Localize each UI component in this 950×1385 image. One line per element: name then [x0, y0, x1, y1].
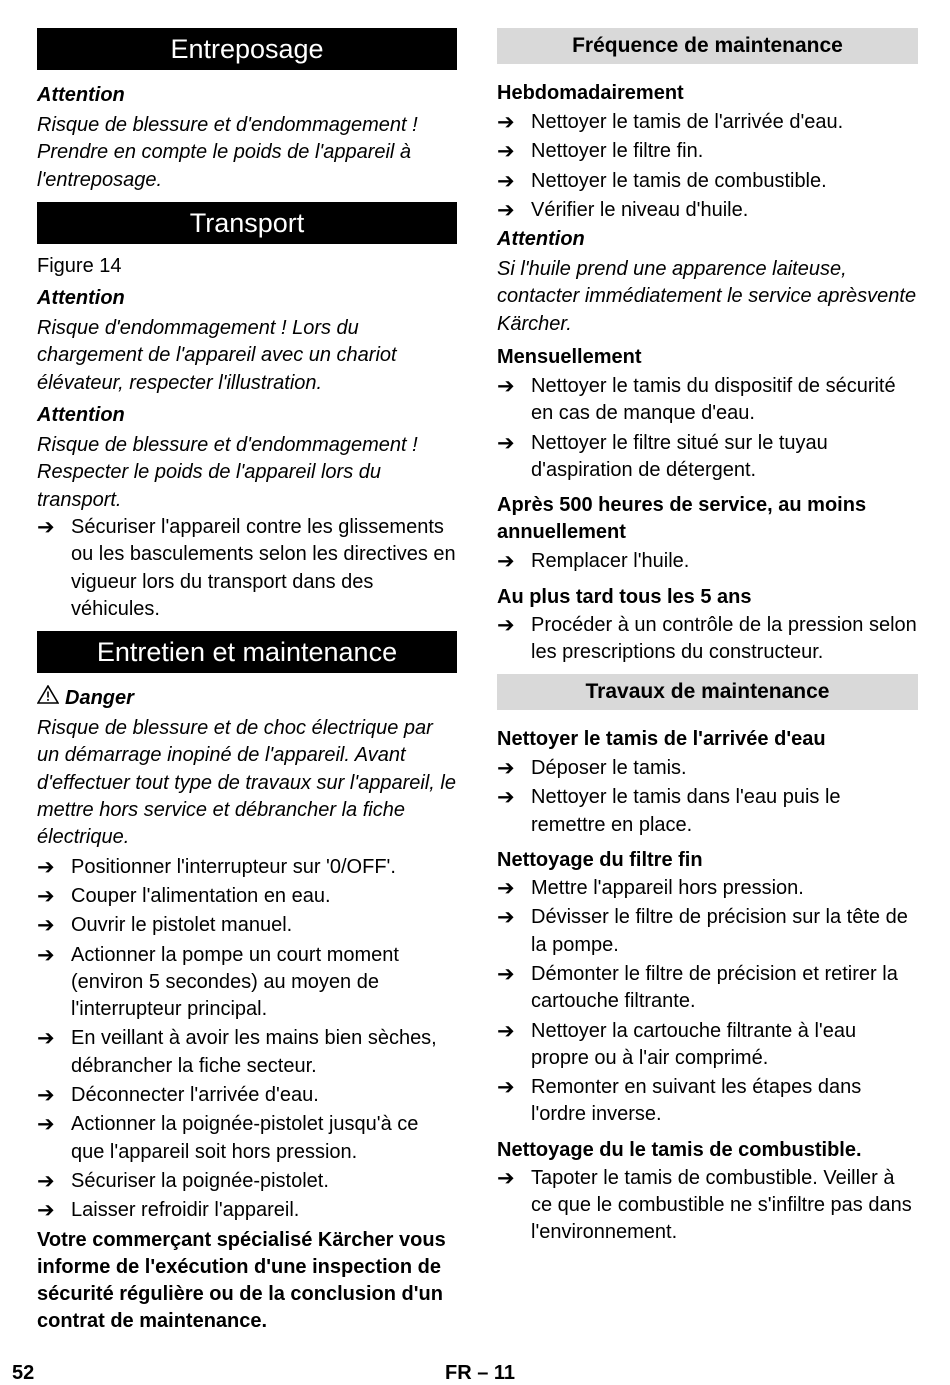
arrow-right-icon: ➔: [37, 1199, 55, 1223]
list-item: ➔ Remplacer l'huile.: [497, 548, 918, 575]
right-column: [497, 28, 918, 1247]
list-item: ➔ Actionner la pompe un court moment (environ 5 secondes) au moyen de l'interrupteur principal.: [37, 943, 399, 1021]
arrow-right-icon: ➔: [497, 613, 515, 637]
entreposage-warning: Risque de blessure et d'endommagement ! Prendre en compte le poids de l'appareil à l'entreposage.: [37, 114, 418, 191]
list-item: ➔ Tapoter le tamis de combustible. Veiller à ce que le combustible ne s'infiltre pas dans l'environnement.: [497, 1166, 912, 1244]
attention-label: Attention: [497, 228, 585, 251]
list-item: ➔ En veillant à avoir les mains bien sèches, débrancher la fiche secteur.: [37, 1027, 437, 1077]
figure-ref: Figure 14: [37, 254, 122, 277]
list-item: ➔ Nettoyer le tamis de l'arrivée d'eau.: [497, 109, 918, 136]
heading-entreposage: Entreposage: [37, 28, 457, 70]
arrow-right-icon: ➔: [497, 431, 515, 455]
arrow-right-icon: ➔: [37, 855, 55, 879]
arrow-right-icon: ➔: [37, 943, 55, 967]
heading-entretien: Entretien et maintenance: [37, 631, 457, 673]
list-item: ➔ Sécuriser l'appareil contre les glissements ou les basculements selon les directives en vigueur lors du transport dans des véhicules.: [37, 515, 456, 620]
list-item: ➔ Déconnecter l'arrivée d'eau.: [37, 1082, 457, 1109]
list-item: ➔ Laisser refroidir l'appareil.: [37, 1197, 457, 1224]
arrow-right-icon: ➔: [497, 198, 515, 222]
arrow-right-icon: ➔: [497, 550, 515, 574]
danger-label: Danger: [37, 685, 457, 712]
subheading-500h: Après 500 heures de service, au moins annuellement: [497, 494, 867, 544]
arrow-right-icon: ➔: [497, 140, 515, 164]
page-number: 52: [12, 1362, 35, 1384]
heading-transport: Transport: [37, 202, 457, 244]
list-item: ➔ Remonter en suivant les étapes dans l'ordre inverse.: [497, 1076, 862, 1126]
arrow-right-icon: ➔: [497, 786, 515, 810]
arrow-right-icon: ➔: [497, 1019, 515, 1043]
subheading-monthly: Mensuellement: [497, 346, 642, 369]
arrow-right-icon: ➔: [37, 515, 55, 539]
arrow-right-icon: ➔: [497, 962, 515, 986]
attention-label: Attention: [37, 287, 125, 310]
subheading-filtre: Nettoyage du filtre fin: [497, 849, 703, 872]
left-column: [37, 28, 457, 1336]
list-item: ➔ Démonter le filtre de précision et retirer la cartouche filtrante.: [497, 962, 898, 1013]
arrow-right-icon: ➔: [497, 1076, 515, 1100]
arrow-right-icon: ➔: [37, 1084, 55, 1108]
warning-triangle-icon: [37, 685, 59, 712]
arrow-right-icon: ➔: [37, 884, 55, 908]
list-item: ➔ Nettoyer la cartouche filtrante à l'eau propre ou à l'air comprimé.: [497, 1019, 857, 1069]
list-item: ➔ Sécuriser la poignée-pistolet.: [37, 1168, 457, 1195]
arrow-right-icon: ➔: [37, 1027, 55, 1051]
heading-travaux: Travaux de maintenance: [497, 674, 918, 710]
subheading-weekly: Hebdomadairement: [497, 82, 684, 104]
oil-warning: Si l'huile prend une apparence laiteuse, contacter immédiatement le service aprèsvente Kärcher.: [497, 258, 917, 335]
subheading-tamis: Nettoyer le tamis de l'arrivée d'eau: [497, 728, 826, 751]
list-item: ➔ Ouvrir le pistolet manuel.: [37, 912, 457, 939]
heading-frequence: Fréquence de maintenance: [497, 28, 918, 64]
list-item: ➔ Nettoyer le filtre fin.: [497, 138, 918, 165]
danger-text: Risque de blessure et de choc électrique par un démarrage inopiné de l'appareil. Avant d'effectuer tout type de travaux sur l'appareil, le mettre hors service et débrancher la fiche électrique.: [37, 717, 456, 849]
arrow-right-icon: ➔: [497, 757, 515, 781]
section-page: FR – 11: [445, 1362, 516, 1384]
transport-warning-2: Risque de blessure et d'endommagement ! Respecter le poids de l'appareil lors du transport.: [37, 434, 418, 511]
arrow-right-icon: ➔: [497, 1166, 515, 1190]
arrow-right-icon: ➔: [497, 169, 515, 193]
arrow-right-icon: ➔: [497, 906, 515, 930]
arrow-right-icon: ➔: [37, 1113, 55, 1137]
list-item: ➔ Nettoyer le tamis de combustible.: [497, 168, 918, 195]
arrow-right-icon: ➔: [497, 877, 515, 901]
list-item: ➔ Déposer le tamis.: [497, 755, 918, 782]
arrow-right-icon: ➔: [497, 375, 515, 399]
list-item: ➔ Nettoyer le tamis dans l'eau puis le remettre en place.: [497, 786, 841, 836]
list-item: ➔ Actionner la poignée-pistolet jusqu'à ce que l'appareil soit hors pression.: [37, 1113, 419, 1163]
dealer-note: Votre commerçant spécialisé Kärcher vous informe de l'exécution d'une inspection de sécurité régulière ou de la conclusion d'un contrat de maintenance.: [37, 1228, 446, 1333]
list-item: ➔ Nettoyer le filtre situé sur le tuyau d'aspiration de détergent.: [497, 431, 828, 481]
attention-label: Attention: [37, 404, 125, 427]
arrow-right-icon: ➔: [37, 1169, 55, 1193]
transport-warning-1: Risque d'endommagement ! Lors du chargement de l'appareil avec un chariot élévateur, respecter l'illustration.: [37, 317, 397, 394]
subheading-5y: Au plus tard tous les 5 ans: [497, 585, 752, 608]
list-item: ➔ Nettoyer le tamis du dispositif de sécurité en cas de manque d'eau.: [497, 375, 896, 425]
arrow-right-icon: ➔: [497, 111, 515, 134]
list-item: ➔ Couper l'alimentation en eau.: [37, 883, 457, 910]
subheading-combustible: Nettoyage du le tamis de combustible.: [497, 1138, 862, 1161]
list-item: ➔ Dévisser le filtre de précision sur la tête de la pompe.: [497, 906, 908, 956]
list-item: ➔ Procéder à un contrôle de la pression selon les prescriptions du constructeur.: [497, 613, 917, 663]
list-item: ➔ Vérifier le niveau d'huile.: [497, 197, 918, 224]
list-item: ➔ Mettre l'appareil hors pression.: [497, 875, 918, 902]
arrow-right-icon: ➔: [37, 914, 55, 938]
list-item: ➔ Positionner l'interrupteur sur '0/OFF'.: [37, 854, 457, 881]
attention-label: Attention: [37, 84, 125, 106]
